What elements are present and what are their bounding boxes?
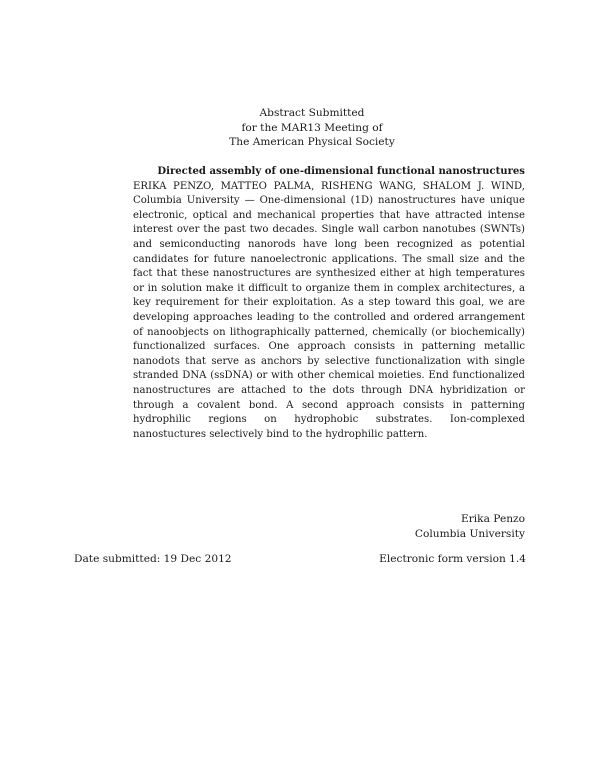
em-dash-separator: — <box>239 195 260 207</box>
affiliation: Columbia University <box>133 195 240 207</box>
signer-name: Erika Penzo <box>461 513 525 525</box>
signer-institution: Columbia University <box>414 527 525 540</box>
abstract-body: One-dimensional (1D) nanostructures have unique electronic, optical and mechanical properties that have attracted intense interest over the past two decades. Single wall carbon nanotubes (SWNTs) and semiconducting nanorods have long been recognized as potential candidates for future nanoelectronic applications. The small size and the fact that these nanostructures are synthesized either at high temperatures or in solution make it difficult to organize them in complex architectures, a key requirement for their exploitation. As a step toward this goal, we are developing approaches leading to the controlled and ordered arrangement of nanoobjects on lithographically patterned, chemically (or biochemically) functionalized surfaces. One approach consists in patterning metallic nanodots that serve as anchors by selective functionalization with single stranded DNA (ssDNA) or with other chemical moieties. End functionalized nanostructures are attached to the dots through DNA hybridization or through a covalent bond. A second approach consists in patterning hydrophilic regions on hydrophobic substrates. Ion-complexed nanostuctures selectively bind to the hydrophilic pattern. <box>133 195 526 440</box>
signature-block <box>340 512 525 541</box>
header-line-2: for the MAR13 Meeting of <box>241 121 383 134</box>
header-line-1: Abstract Submitted <box>259 107 365 119</box>
header-line-3: The American Physical Society <box>229 136 395 149</box>
footer <box>74 552 526 566</box>
abstract-block <box>133 165 525 442</box>
date-submitted: Date submitted: 19 Dec 2012 <box>74 553 232 565</box>
form-version: Electronic form version 1.4 <box>379 553 526 565</box>
author-list: ERIKA PENZO, MATTEO PALMA, RISHENG WANG, SHALOM J. WIND, <box>133 180 525 192</box>
abstract-title: Directed assembly of one-dimensional functional nanostructures <box>157 166 525 177</box>
submission-header <box>0 106 600 150</box>
